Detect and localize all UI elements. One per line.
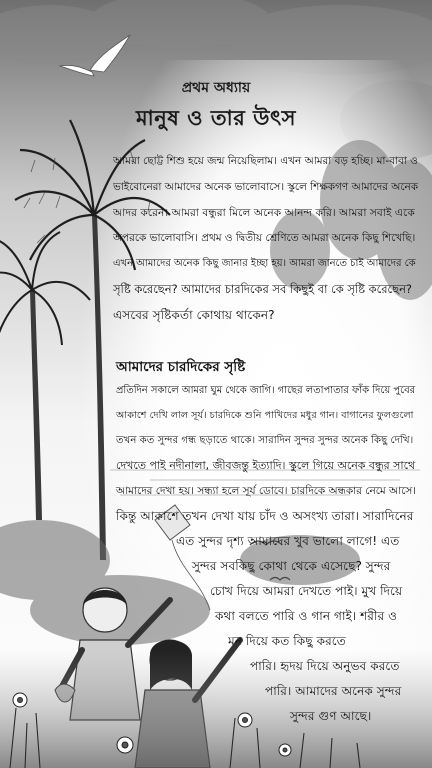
- paragraph-line: পারি। হৃদয় দিয়ে অনুভব করতে: [250, 659, 400, 673]
- intro-line: ভাইবোনেরা আমাদের অনেক ভালোবাসে। স্কুলে শিক্ষকগণ আমাদের অনেক: [113, 180, 418, 193]
- intro-line: এসবের সৃষ্টিকর্তা কোথায় থাকেন?: [113, 307, 275, 322]
- intro-line: সৃষ্টি করেছেন? আমাদের চারদিকের সব কিছুই বা কে সৃষ্টি করেছেন?: [113, 281, 412, 296]
- paragraph-line: চোখ দিয়ে আমরা দেখতে পাই। মুখ দিয়ে: [210, 584, 403, 598]
- intro-line: অপরকে ভালোবাসি। প্রথম ও দ্বিতীয় শ্রেণিতে আমরা অনেক কিছু শিখেছি।: [113, 231, 416, 244]
- section-heading: আমাদের চারদিকের সৃষ্টি: [116, 359, 246, 375]
- paragraph-line: মন দিয়ে কত কিছু করতে: [228, 634, 346, 648]
- paragraph-line: সুন্দর গুণ আছে।: [290, 709, 372, 723]
- paragraph-line: এত সুন্দর দৃশ্য আমাদের খুব ভালো লাগে! এত: [176, 534, 400, 548]
- paragraph-line: পারি। আমাদের অনেক সুন্দর: [265, 684, 402, 698]
- paragraph-line: আমাদের দেখা হয়। সন্ধ্যা হলে সূর্য ডোবে। চারদিকে অন্ধকার নেমে আসে।: [116, 485, 417, 497]
- paragraph-line: কিন্তু আকাশে তখন দেখা যায় চাঁদ ও অসংখ্য তারা। সারাদিনের: [116, 509, 414, 523]
- paragraph-line: সুন্দর সবকিছু কোথা থেকে এসেছে? সুন্দর: [192, 559, 391, 573]
- chapter-title: মানুষ ও তার উৎস: [135, 106, 297, 130]
- paragraph-line: প্রতিদিন সকালে আমরা ঘুম থেকে জাগি। গাছের লতাপাতার ফাঁক দিয়ে পুবের: [116, 385, 416, 396]
- chapter-label: প্রথম অধ্যায়: [181, 80, 251, 96]
- intro-line: আদর করেন। আমরা বন্ধুরা মিলে অনেক আনন্দ করি। আমরা সবাই একে: [113, 206, 415, 220]
- intro-line: আমরা ছোট্ট শিশু হয়ে জন্ম নিয়েছিলাম। এখন আমরা বড় হচ্ছি। মা-বাবা ও: [113, 155, 418, 167]
- intro-paragraph: [113, 149, 418, 328]
- paragraph-line: তখন কত সুন্দর গন্ধ ছড়াতে থাকে। সারাদিন সুন্দর সুন্দর অনেক কিছু দেখি।: [116, 435, 414, 446]
- paragraph-line: দেখতে পাই নদীনালা, জীবজন্তু ইত্যাদি। স্কুলে গিয়ে অনেক বন্ধুর সাথে: [116, 459, 416, 472]
- paragraph-line: আকাশে দেখি লাল সূর্য। চারদিকে শুনি পাখিদের মধুর গান। বাগানের ফুলগুলো: [116, 410, 414, 421]
- intro-line: এখন আমাদের অনেক কিছু জানার ইচ্ছা হয়। আমরা জানতে চাই আমাদের কে: [113, 258, 416, 270]
- paragraph-line: কথা বলতে পারি ও গান গাই। শরীর ও: [215, 609, 398, 623]
